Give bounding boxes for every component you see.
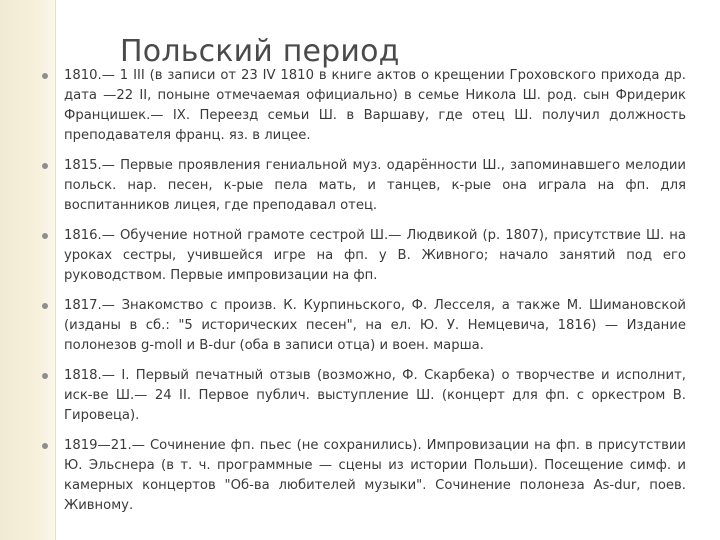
list-item <box>40 66 686 146</box>
list-item <box>40 226 686 286</box>
bullet-icon <box>42 73 48 79</box>
bullet-icon <box>42 373 48 379</box>
list-item-text: 1816.— Обучение нотной грамоте сестрой Ш.— Людвикой (р. 1807), присутствие Ш. на уроках сестры, учившейся игре на фп. у В. Живного; начало занятий под его руководством. Первые импровизации на фп. <box>64 228 686 283</box>
list-item-text: 1810.— 1 III (в записи от 23 IV 1810 в книге актов о крещении Гроховского прихода др. дата —22 II, поныне отмечаемая официально) в семье Никола Ш. род. сын Фридерик Францишек.— IX. Переезд семьи Ш. в Варшаву, где отец Ш. получил должность преподавателя франц. яз. в лицее. <box>64 68 686 143</box>
list-item <box>40 156 686 216</box>
list-item <box>40 366 686 426</box>
list-item-text: 1818.— I. Первый печатный отзыв (возможно, Ф. Скарбека) о творчестве и исполнит, иск-ве Ш.— 24 II. Первое публич. выступление Ш. (концерт для фп. с оркестром В. Гировеца). <box>64 368 686 423</box>
bullet-icon <box>42 303 48 309</box>
bullet-list <box>40 66 686 526</box>
bullet-icon <box>42 233 48 239</box>
list-item-text: 1817.— Знакомство с произв. К. Курпиньского, Ф. Лесселя, а также М. Шимановской (изданы в сб.: "5 исторических песен", на ел. Ю. У. Немцевича, 1816) — Издание полонезов g-moll и B-dur (оба в записи отца) и воен. марша. <box>64 298 686 353</box>
bullet-icon <box>42 443 48 449</box>
list-item <box>40 436 686 516</box>
list-item-text: 1815.— Первые проявления гениальной муз. одарённости Ш., запоминавшего мелодии польск. нар. песен, к-рые пела мать, и танцев, к-рые она играла на фп. для воспитанников лицея, где преподавал отец. <box>64 158 686 213</box>
slide-title: Польский период <box>120 34 400 70</box>
list-item <box>40 296 686 356</box>
list-item-text: 1819—21.— Сочинение фп. пьес (не сохранились). Импровизации на фп. в присутствии Ю. Эльснера (в т. ч. программные — сцены из истории Польши). Посещение симф. и камерных концертов "Об-ва любителей музыки". Сочинение полонеза As-dur, поев. Живному. <box>64 438 686 513</box>
bullet-icon <box>42 163 48 169</box>
